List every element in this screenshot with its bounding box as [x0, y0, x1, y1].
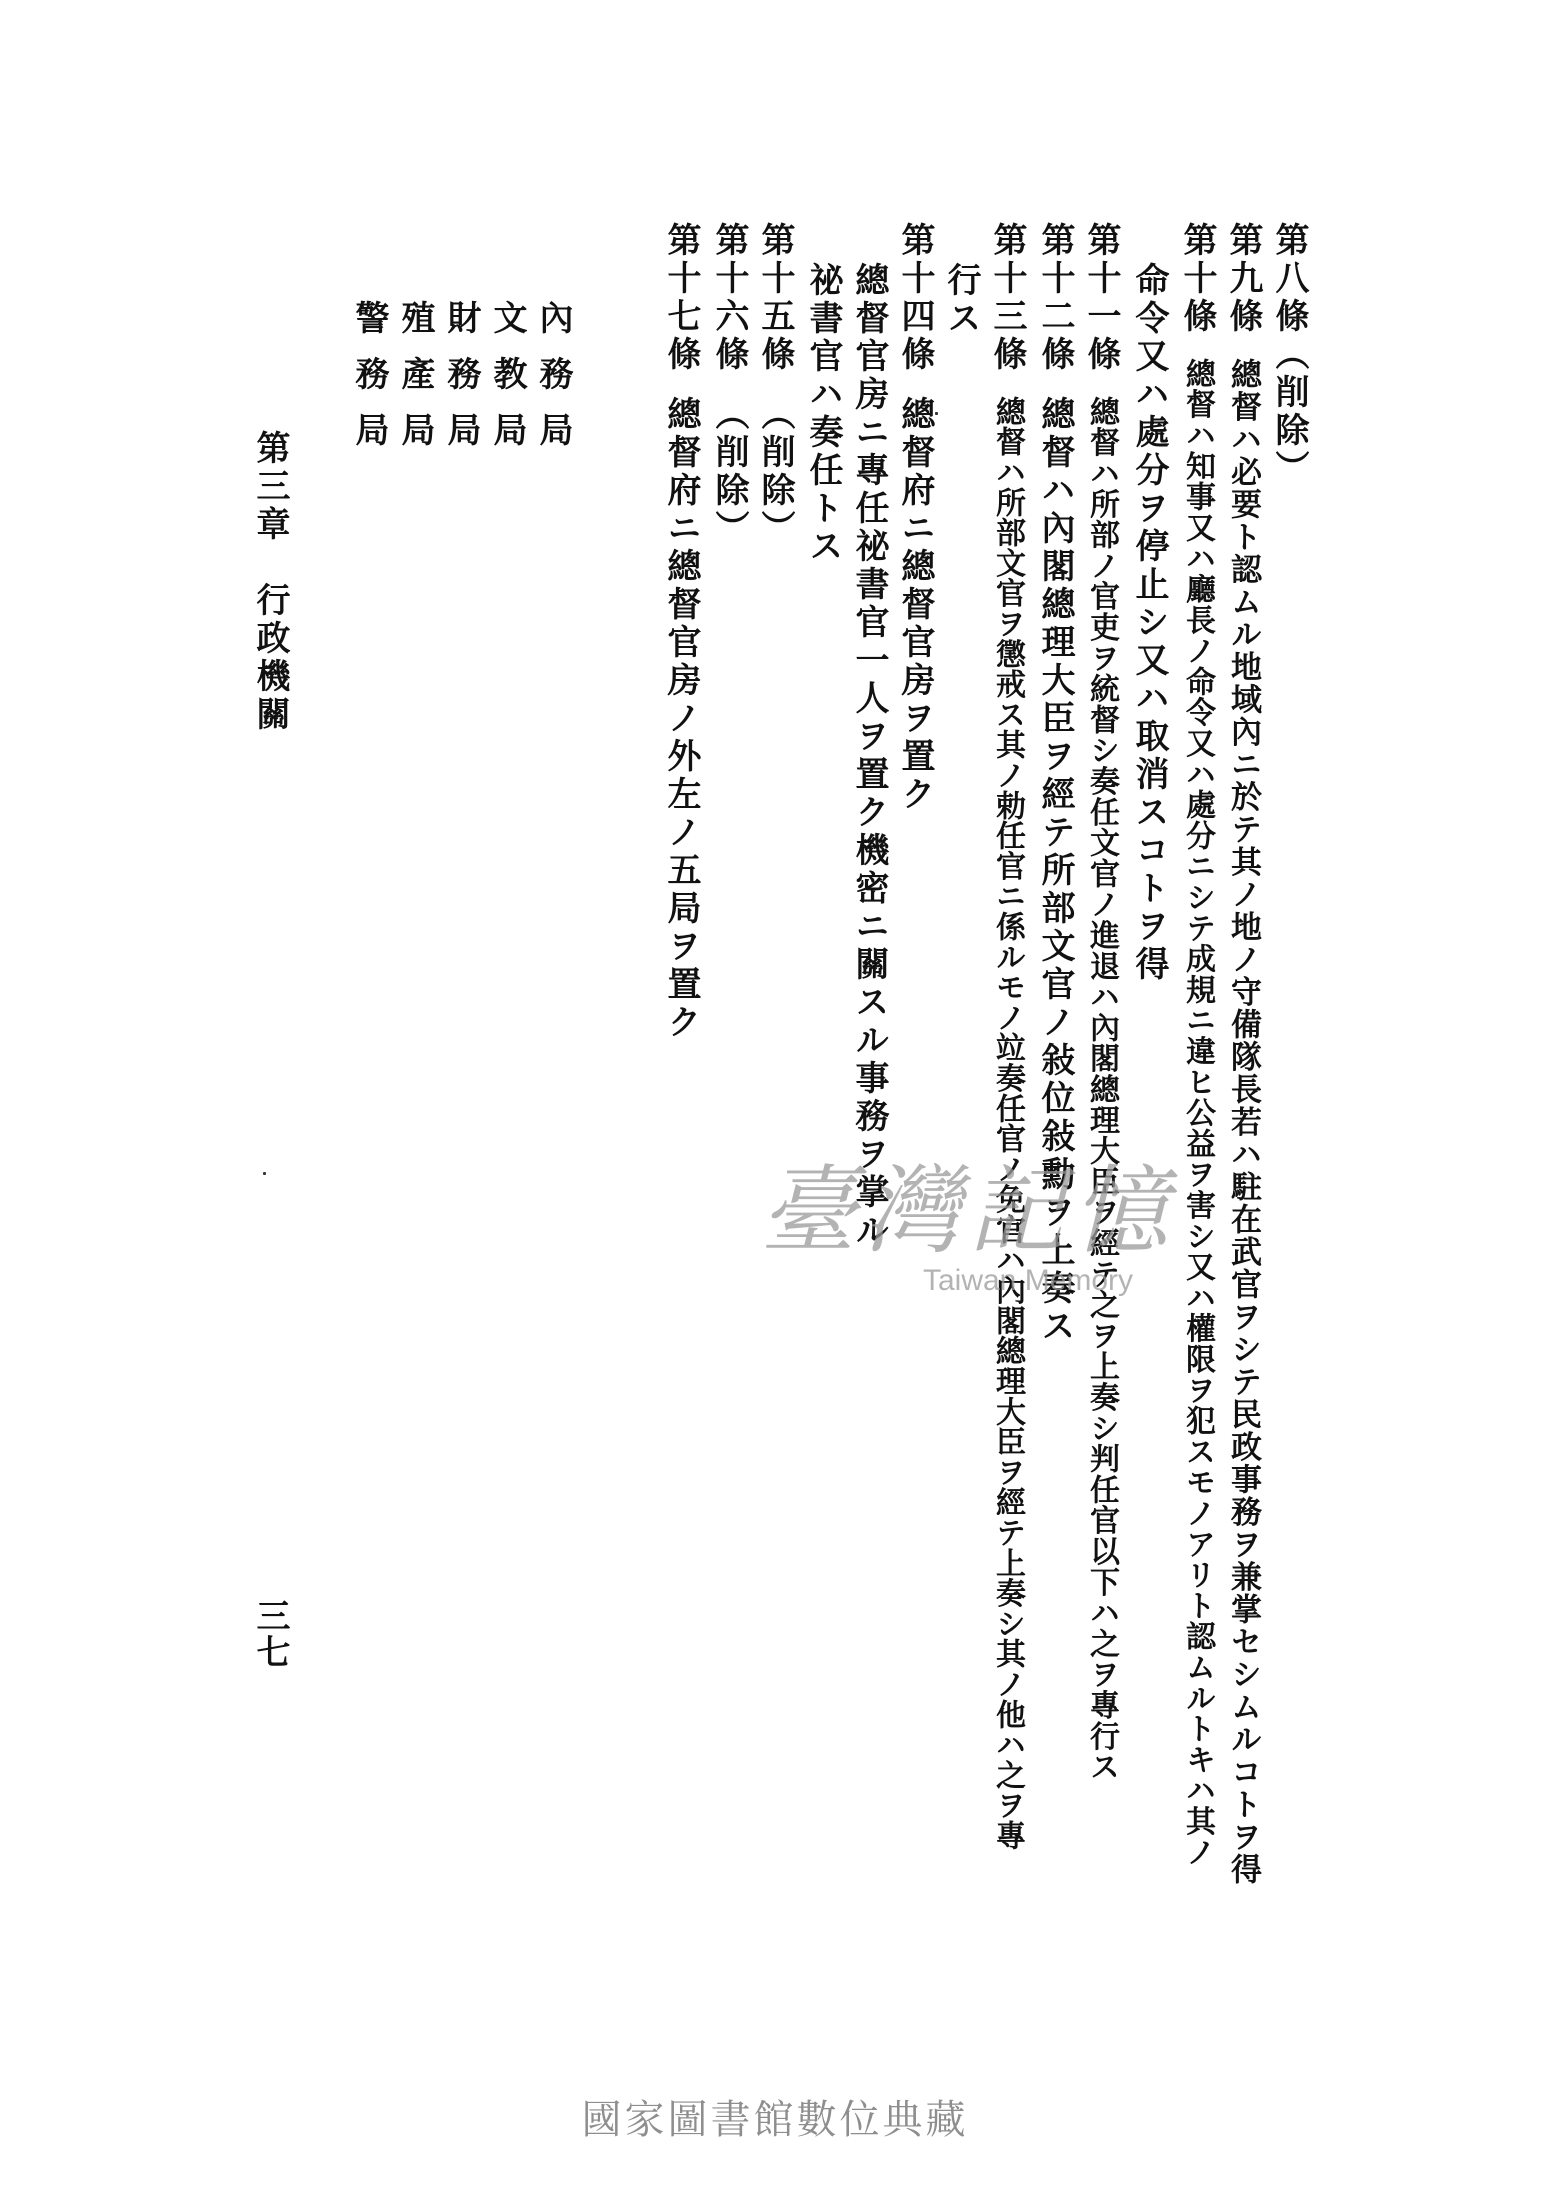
page-number: 三七: [250, 1598, 290, 1670]
article-label: 第十七條: [661, 222, 701, 374]
article-text: 總督府ニ總督官房ノ外左ノ五局ヲ置ク: [661, 396, 701, 1042]
bureau-label: 警務局: [349, 300, 389, 468]
watermark-subtitle: Taiwan Memory: [922, 1264, 1134, 1297]
article-14-paragraph-2: [849, 262, 889, 1250]
article-text: 總督ハ知事又ハ廳長ノ命令又ハ處分ニシテ成規ニ違ヒ公益ヲ害シ又ハ權限ヲ犯スモノアリト認ムルトキハ其ノ: [1180, 358, 1215, 1868]
article-9: [1223, 222, 1263, 1886]
article-label: 第十四條: [895, 222, 935, 374]
bureau-education: [487, 300, 527, 468]
bureau-label: 文教局: [487, 300, 527, 468]
article-label: 第十六條: [709, 222, 749, 374]
article-11: [1081, 222, 1121, 1782]
article-8: [1269, 222, 1309, 488]
article-text: 總督府ニ總督官房ヲ置ク: [895, 396, 935, 814]
article-13: [987, 222, 1027, 1851]
article-text: 行ス: [941, 262, 981, 338]
article-16: [709, 222, 749, 548]
watermark-logo-text: 臺灣記憶: [760, 1155, 1176, 1267]
article-14-paragraph-3: [803, 262, 843, 566]
article-10-continuation: [1129, 262, 1169, 984]
article-text: 祕書官ハ奏任トス: [803, 262, 843, 566]
bureau-police: [349, 300, 389, 468]
article-17: [661, 222, 701, 1042]
article-label: 第十一條: [1081, 222, 1121, 374]
scan-speck: [935, 412, 938, 415]
article-text: 總督ハ必要ト認ムル地域內ニ於テ其ノ地ノ守備隊長若ハ駐在武官ヲシテ民政事務ヲ兼掌セシムルコトヲ得: [1225, 358, 1261, 1886]
watermark: [760, 1135, 1176, 1298]
article-14: [895, 222, 935, 814]
article-15: [755, 222, 795, 548]
article-text: 總督官房ニ專任祕書官一人ヲ置ク機密ニ關スル事務ヲ掌ル: [849, 262, 889, 1250]
scan-speck: [263, 1172, 266, 1175]
article-text: 總督ハ所部文官ヲ懲戒ス其ノ勅任官ニ係ルモノ竝奏任官ノ免官ハ內閣總理大臣ヲ經テ上奏シ其ノ他ハ之ヲ專: [990, 396, 1025, 1851]
bureau-label: 財務局: [441, 300, 481, 468]
article-text: 總督ハ所部ノ官吏ヲ統督シ奏任文官ノ進退ハ內閣總理大臣ヲ經テ之ヲ上奏シ判任官以下ハ之ヲ專行ス: [1084, 396, 1119, 1782]
article-10: [1177, 222, 1217, 1868]
article-label: 第十二條: [1035, 222, 1075, 374]
article-text: （削除）: [1269, 336, 1309, 488]
bureau-label: 殖產局: [395, 300, 435, 468]
article-text: 總督ハ內閣總理大臣ヲ經テ所部文官ノ敍位敍勳ヲ上奏ス: [1035, 396, 1075, 1346]
bureau-internal-affairs: [533, 300, 573, 468]
article-label: 第八條: [1269, 222, 1309, 336]
article-label: 第九條: [1223, 222, 1263, 336]
article-label: 第十三條: [987, 222, 1027, 374]
bureau-finance: [441, 300, 481, 468]
bureau-industry: [395, 300, 435, 468]
article-13-continuation: [941, 262, 981, 338]
article-text: （削除）: [709, 396, 749, 548]
running-header: 第三章 行政機關: [250, 430, 290, 734]
footer-library-credit: 國家圖書館數位典藏: [581, 2097, 969, 2143]
article-text: 命令又ハ處分ヲ停止シ又ハ取消スコトヲ得: [1129, 262, 1169, 984]
article-label: 第十五條: [755, 222, 795, 374]
bureau-label: 內務局: [533, 300, 573, 468]
article-text: （削除）: [755, 396, 795, 548]
article-label: 第十條: [1177, 222, 1217, 336]
